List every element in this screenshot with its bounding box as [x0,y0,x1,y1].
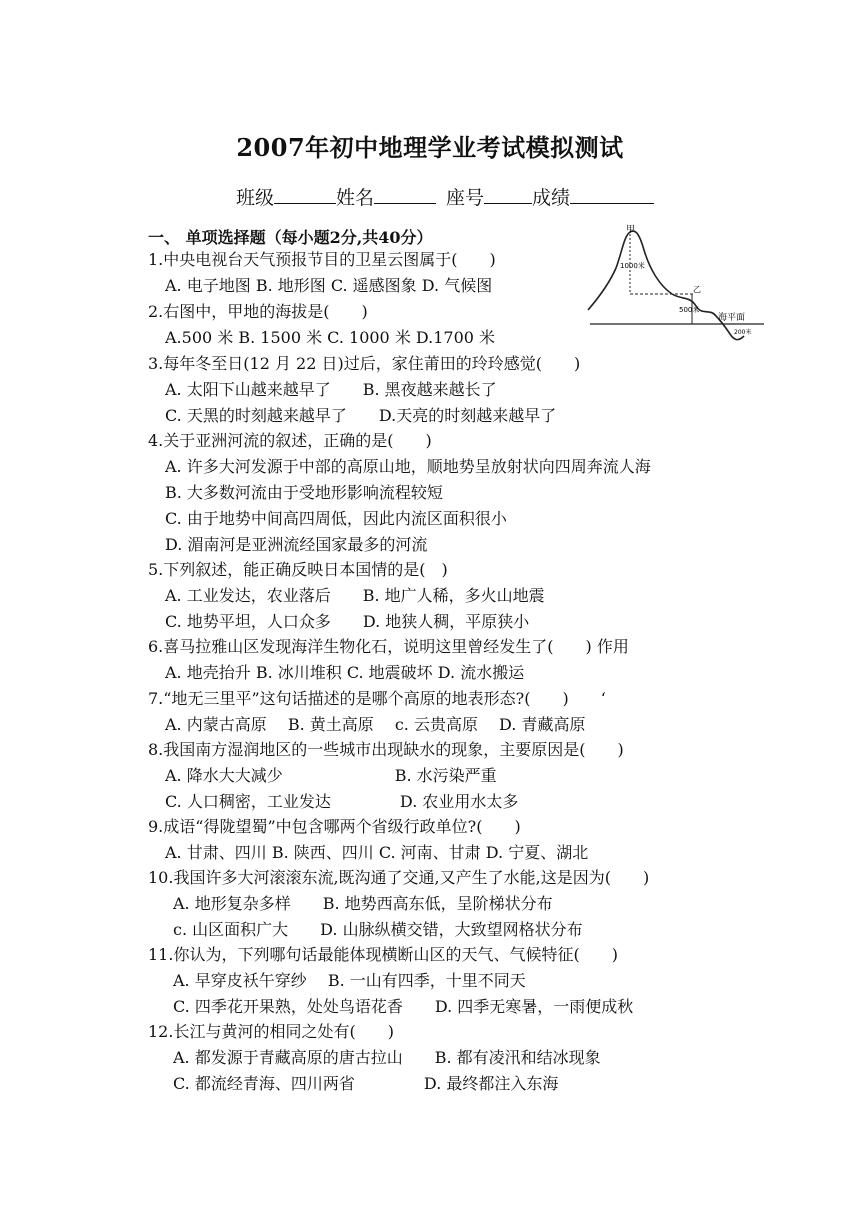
question-4-option-c: C. 由于地势中间高四周低，因此内流区面积很小 [165,509,507,528]
label-sea-level: 海平面 [718,313,746,323]
question-11-options-ab: A. 早穿皮袄午穿纱 B. 一山有四季，十里不同天 [173,971,526,990]
score-label: 成绩 [532,187,571,209]
name-label: 姓名 [336,187,375,209]
question-9-options: A. 甘肃、四川 B. 陕西、四川 C. 河南、甘肃 D. 宁夏、湖北 [165,843,589,862]
class-label: 班级 [236,187,275,209]
seat-label: 座号 [446,187,485,209]
question-7-options: A. 内蒙古高原 B. 黄土高原 c. 云贵高原 D. 青藏高原 [165,715,586,734]
section-title: 一、 单项选择题（每小题2分,共40分） [148,228,433,247]
class-blank[interactable] [274,187,336,204]
question-12-options-cd: C. 都流经青海、四川两省 D. 最终都注入东海 [173,1074,559,1093]
seat-blank[interactable] [484,187,532,204]
question-7: 7.“地无三里平”这句话描述的是哪个高原的地表形态?( ) ‘ [148,689,606,708]
question-10-options-ab: A. 地形复杂多样 B. 地势西高东低，呈阶梯状分布 [173,894,553,913]
label-jia: 甲 [626,225,636,235]
exam-title: 2007年初中地理学业考试模拟测试 [236,133,624,162]
question-4-option-b: B. 大多数河流由于受地形影响流程较短 [165,483,443,502]
question-9: 9.成语“得陇望蜀”中包含哪两个省级行政单位?( ) [148,817,521,836]
question-8: 8.我国南方湿润地区的一些城市出现缺水的现象，主要原因是( ) [148,740,624,759]
label-1000m: 1000米 [620,262,645,270]
question-4-option-a: A. 许多大河发源于中部的高原山地，顺地势呈放射状向四周奔流人海 [165,457,651,476]
score-blank[interactable] [570,187,654,204]
question-5-options-ab: A. 工业发达，农业落后 B. 地广人稀，多火山地震 [165,586,545,605]
question-6: 6.喜马拉雅山区发现海洋生物化石，说明这里曾经发生了( ) 作用 [148,637,629,656]
question-12-options-ab: A. 都发源于青藏高原的唐古拉山 B. 都有凌汛和结冰现象 [173,1048,601,1067]
question-2: 2.右图中，甲地的海拔是( ) [148,302,368,321]
question-3: 3.每年冬至日(12 月 22 日)过后，家住莆田的玲玲感觉( ) [148,354,581,373]
student-info-row [236,183,654,210]
question-6-options: A. 地壳抬升 B. 冰川堆积 C. 地震破坏 D. 流水搬运 [165,663,525,682]
question-4: 4.关于亚洲河流的叙述，正确的是( ) [148,431,432,450]
question-4-option-d: D. 湄南河是亚洲流经国家最多的河流 [165,535,428,554]
question-12: 12.长江与黄河的相同之处有( ) [148,1022,394,1041]
mountain-profile-figure [586,224,766,346]
mountain-profile-line [588,231,744,340]
question-3-options-ab: A. 太阳下山越来越早了 B. 黑夜越来越长了 [165,380,497,399]
question-10-options-cd: c. 山区面积广大 D. 山脉纵横交错，大致望网格状分布 [173,920,583,939]
label-yi: 乙 [693,285,701,294]
label-500m: 500米 [679,306,700,314]
question-1-options: A. 电子地图 B. 地形图 C. 遥感图象 D. 气候图 [165,276,493,295]
question-5-options-cd: C. 地势平坦，人口众多 D. 地狭人稠，平原狭小 [165,612,530,631]
question-3-options-cd: C. 天黑的时刻越来越早了 D.天亮的时刻越来越早了 [165,406,557,425]
question-1: 1.中央电视台天气预报节目的卫星云图属于( ) [148,250,496,269]
question-11-options-cd: C. 四季花开果熟，处处鸟语花香 D. 四季无寒暑，一雨便成秋 [173,997,634,1016]
label-200m: 200米 [734,329,752,336]
question-11: 11.你认为，下列哪句话最能体现横断山区的天气、气候特征( ) [148,945,618,964]
question-8-options-ab: A. 降水大大减少 B. 水污染严重 [165,766,497,785]
question-2-options: A.500 米 B. 1500 米 C. 1000 米 D.1700 米 [165,328,496,347]
name-blank[interactable] [374,187,436,204]
question-5: 5.下列叙述，能正确反映日本国情的是( ) [148,560,448,579]
question-8-options-cd: C. 人口稠密，工业发达 D. 农业用水太多 [165,792,519,811]
question-10: 10.我国许多大河滚滚东流,既沟通了交通,又产生了水能,这是因为( ) [148,868,650,887]
